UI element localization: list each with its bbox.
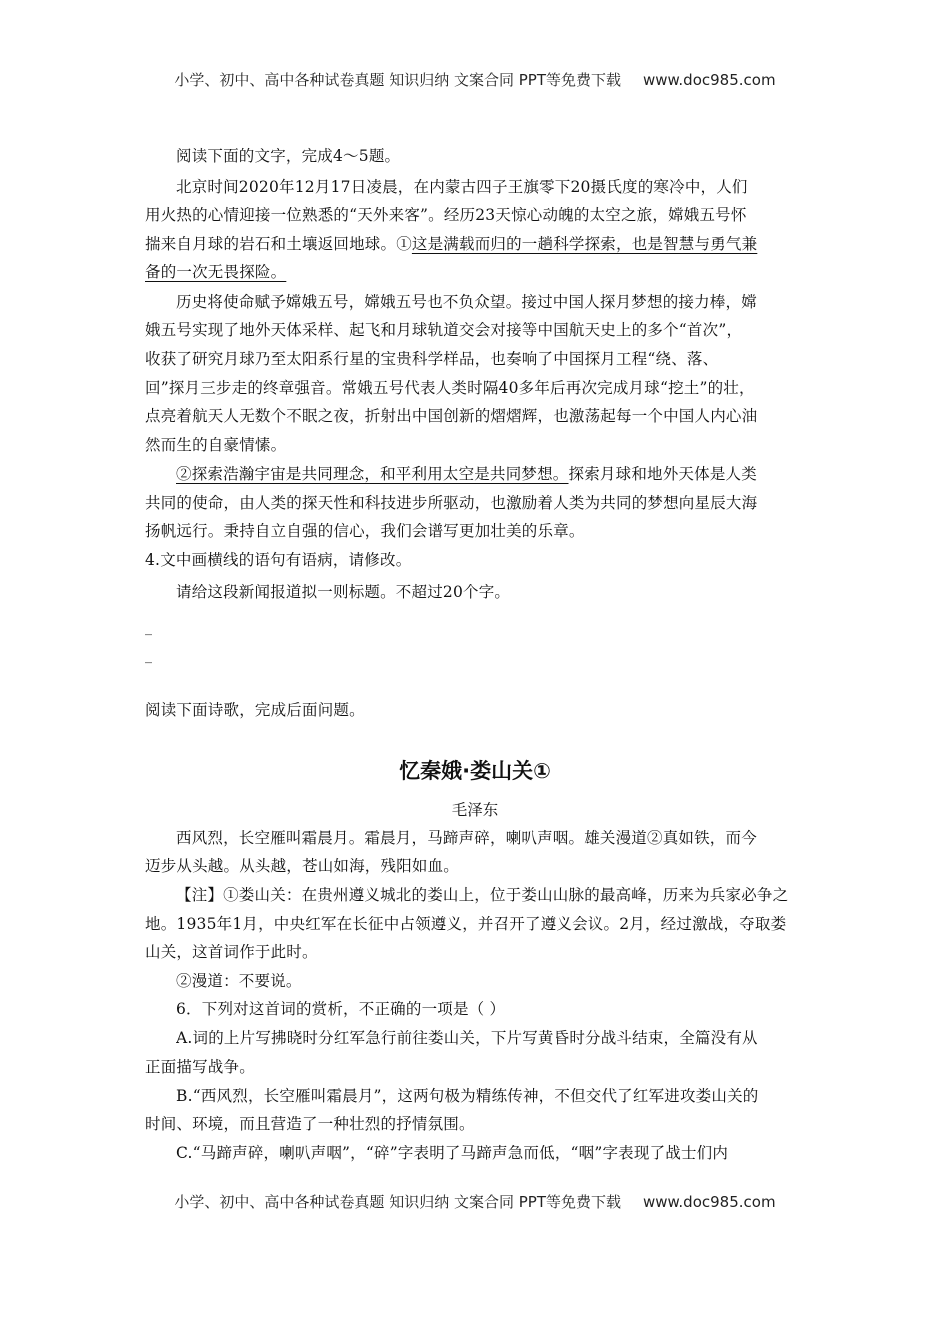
passage-line: 点亮着航天人无数个不眠之夜，折射出中国创新的熠熠辉，也激荡起每一个中国人内心油 [145, 407, 758, 425]
footer-text: 小学、初中、高中各种试卷真题 知识归纳 文案合同 PPT等免费下载 [174, 1193, 621, 1211]
reading-intro: 阅读下面的文字，完成4～5题。 [176, 147, 401, 165]
note-line: 地。1935年1月，中央红军在长征中占领遵义，并召开了遵义会议。2月，经过激战，夺取娄 [145, 915, 787, 933]
passage-line: 然而生的自豪情愫。 [145, 436, 287, 454]
passage-line [145, 262, 815, 282]
passage-line: 共同的使命，由人类的探天性和科技进步所驱动，也激励着人类为共同的梦想向星辰大海 [145, 494, 758, 512]
passage-line: 回”探月三步走的终章强音。常娥五号代表人类时隔40多年后再次完成月球“挖土”的壮， [145, 379, 755, 397]
option-b: B.“西风烈，长空雁叫霜晨月”，这两句极为精练传神，不但交代了红军进攻娄山关的 [176, 1087, 759, 1105]
passage-line [145, 234, 815, 254]
question-5: 请给这段新闻报道拟一则标题。不超过20个字。 [176, 583, 511, 601]
option-b-cont: 时间、环境，而且营造了一种壮烈的抒情氛围。 [145, 1115, 475, 1133]
question-4: 4.文中画横线的语句有语病，请修改。 [145, 551, 412, 569]
passage-line [176, 464, 816, 484]
option-a: A.词的上片写拂晓时分红军急行前往娄山关，下片写黄昏时分战斗结束，全篇没有从 [176, 1029, 758, 1047]
footer-site-link[interactable]: www.doc985.com [642, 1193, 776, 1211]
poem-section-intro: 阅读下面诗歌，完成后面问题。 [145, 701, 365, 719]
passage-line: 北京时间2020年12月17日凌晨，在内蒙古四子王旗零下20摄氏度的寒冷中，人们 [176, 178, 748, 196]
page-header [0, 69, 950, 90]
passage-line: 收获了研究月球乃至太阳系行星的宝贵科学样品，也奏响了中国探月工程“绕、落、 [145, 350, 719, 368]
question-6: 6．下列对这首词的赏析，不正确的一项是（ ） [176, 1000, 506, 1018]
passage-text: 揣来自月球的岩石和土壤返回地球。 [145, 235, 397, 253]
underlined-sentence-2: ②探索浩瀚宇宙是共同理念，和平利用太空是共同梦想。 [176, 465, 569, 483]
answer-blank: _ [145, 620, 152, 636]
note-line: 【注】①娄山关：在贵州遵义城北的娄山上，位于娄山山脉的最高峰，历来为兵家必争之 [176, 886, 789, 904]
poem-line: 迈步从头越。从头越，苍山如海，残阳如血。 [145, 857, 460, 875]
answer-blank: _ [145, 648, 152, 664]
poem-author: 毛泽东 [451, 801, 499, 819]
option-c: C.“马蹄声碎，喇叭声咽”，“碎”字表明了马蹄声急而低，“咽”字表现了战士们内 [176, 1144, 729, 1162]
poem-title: 忆秦娥·娄山关① [399, 759, 551, 783]
note-line: 山关，这首词作于此时。 [145, 943, 318, 961]
passage-line: 扬帆远行。秉持自立自强的信心，我们会谱写更加壮美的乐章。 [145, 522, 585, 540]
passage-line: 用火热的心情迎接一位熟悉的“天外来客”。经历23天惊心动魄的太空之旅，嫦娥五号怀 [145, 206, 747, 224]
passage-line: 历史将使命赋予嫦娥五号，嫦娥五号也不负众望。接过中国人探月梦想的接力棒，嫦 [176, 293, 757, 311]
circled-number: ① [396, 235, 412, 253]
note-2: ②漫道：不要说。 [176, 972, 302, 990]
header-site-link[interactable]: www.doc985.com [642, 71, 776, 89]
poem-line: 西风烈，长空雁叫霜晨月。霜晨月，马蹄声碎，喇叭声咽。雄关漫道②真如铁，而今 [176, 829, 757, 847]
underlined-sentence-1: 这是满载而归的一趟科学探索，也是智慧与勇气兼 [411, 235, 758, 253]
underlined-sentence-1-cont: 备的一次无畏探险。 [145, 263, 287, 281]
page-footer [0, 1191, 950, 1212]
passage-text: 探索月球和地外天体是人类 [568, 465, 757, 483]
passage-line: 娥五号实现了地外天体采样、起飞和月球轨道交会对接等中国航天史上的多个“首次”， [145, 321, 743, 339]
header-text: 小学、初中、高中各种试卷真题 知识归纳 文案合同 PPT等免费下载 [174, 71, 621, 89]
option-a-cont: 正面描写战争。 [145, 1058, 255, 1076]
